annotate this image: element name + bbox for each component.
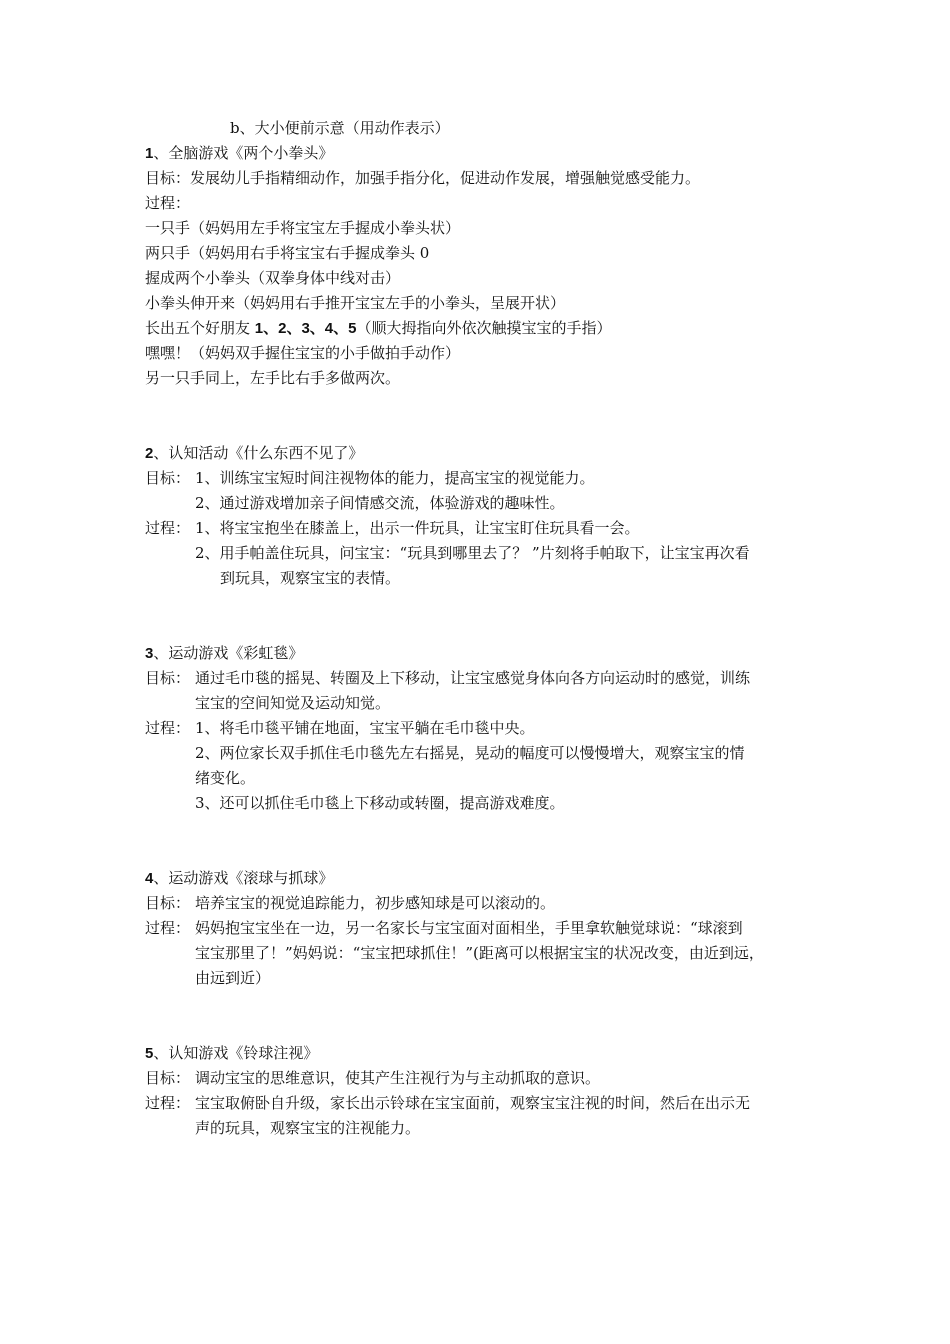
section-2-process-1 (145, 517, 640, 539)
section-1-heading (145, 142, 333, 165)
friends-suffix: （顺大拇指向外依次触摸宝宝的手指） (356, 319, 612, 337)
section-3-process-2-cont: 绪变化。 (195, 769, 256, 787)
section-1-step: 两只手（妈妈用右手将宝宝右手握成拳头 0 (145, 244, 430, 262)
process-label: 过程： (145, 719, 191, 737)
section-3-goal (145, 667, 750, 689)
process-text: 妈妈抱宝宝坐在一边，另一名家长与宝宝面对面相坐，手里拿软触觉球说：“球滚到 (195, 919, 743, 937)
section-1-step: 一只手（妈妈用左手将宝宝左手握成小拳头状） (145, 219, 461, 237)
section-5-process-cont: 声的玩具，观察宝宝的注视能力。 (195, 1119, 421, 1137)
section-5-heading (145, 1042, 318, 1065)
section-2-process-2: 2、用手帕盖住玩具，问宝宝：“玩具到哪里去了？ ”片刻将手帕取下，让宝宝再次看 (195, 544, 750, 562)
section-1-friends-line (145, 317, 612, 340)
goal-text: 通过毛巾毯的摇晃、转圈及上下移动，让宝宝感觉身体向各方向运动时的感觉，训练 (195, 669, 751, 687)
section-2-process-2-cont: 到玩具，观察宝宝的表情。 (220, 569, 401, 587)
section-2-number: 2 (145, 445, 154, 462)
goal-label: 目标： (145, 1069, 191, 1087)
section-4-process-cont: 宝宝那里了！”妈妈说：“宝宝把球抓住！”(距离可以根据宝宝的状况改变，由近到远， (195, 944, 764, 962)
goal-text: 调动宝宝的思维意识，使其产生注视行为与主动抓取的意识。 (195, 1069, 601, 1087)
section-3-title: 、运动游戏《彩虹毯》 (153, 644, 304, 662)
section-1-step: 小拳头伸开来（妈妈用右手推开宝宝左手的小拳头，呈展开状） (145, 294, 566, 312)
process-text: 1、将宝宝抱坐在膝盖上，出示一件玩具，让宝宝盯住玩具看一会。 (195, 519, 640, 537)
section-5-number: 5 (145, 1045, 154, 1062)
goal-label: 目标： (145, 894, 191, 912)
section-4-goal (145, 892, 555, 914)
section-2-title: 、认知活动《什么东西不见了》 (153, 444, 364, 462)
intro-item-b (230, 117, 450, 139)
goal-text: 1、训练宝宝短时间注视物体的能力，提高宝宝的视觉能力。 (195, 469, 595, 487)
goal-label: 目标： (145, 669, 191, 687)
process-label: 过程： (145, 519, 191, 537)
section-4-number: 4 (145, 870, 154, 887)
section-3-process-1 (145, 717, 535, 739)
section-4-process (145, 917, 743, 939)
friends-numbers: 1、2、3、4、5 (254, 320, 357, 337)
section-4-heading (145, 867, 333, 890)
section-2-goal-1 (145, 467, 595, 489)
goal-text: 培养宝宝的视觉追踪能力，初步感知球是可以滚动的。 (195, 894, 556, 912)
section-3-process-3: 3、还可以抓住毛巾毯上下移动或转圈，提高游戏难度。 (195, 794, 565, 812)
section-3-number: 3 (145, 645, 154, 662)
process-text: 宝宝取俯卧自升级，家长出示铃球在宝宝面前，观察宝宝注视的时间，然后在出示无 (195, 1094, 751, 1112)
section-1-hey-line: 嘿嘿！（妈妈双手握住宝宝的小手做拍手动作） (145, 344, 461, 362)
section-1-step: 握成两个小拳头（双拳身体中线对击） (145, 269, 401, 287)
section-1-number: 1 (145, 145, 154, 162)
process-label: 过程： (145, 919, 191, 937)
section-2-goal-2: 2、通过游戏增加亲子间情感交流，体验游戏的趣味性。 (195, 494, 565, 512)
section-4-process-cont: 由远到近） (195, 969, 271, 987)
section-1-title: 、全脑游戏《两个小拳头》 (153, 144, 334, 162)
section-1-other-hand: 另一只手同上，左手比右手多做两次。 (145, 369, 401, 387)
section-1-goal: 目标：发展幼儿手指精细动作，加强手指分化，促进动作发展，增强触觉感受能力。 (145, 169, 701, 187)
section-3-goal-cont: 宝宝的空间知觉及运动知觉。 (195, 694, 391, 712)
process-text: 1、将毛巾毯平铺在地面，宝宝平躺在毛巾毯中央。 (195, 719, 535, 737)
process-label: 过程： (145, 1094, 191, 1112)
intro-item-b-text: b、大小便前示意（用动作表示） (230, 119, 450, 137)
friends-prefix: 长出五个好朋友 (145, 319, 255, 337)
goal-label: 目标： (145, 469, 191, 487)
section-5-goal (145, 1067, 600, 1089)
section-5-process (145, 1092, 750, 1114)
section-1-process-label: 过程： (145, 194, 191, 212)
section-4-title: 、运动游戏《滚球与抓球》 (153, 869, 334, 887)
section-3-heading (145, 642, 303, 665)
section-2-heading (145, 442, 363, 465)
section-5-title: 、认知游戏《铃球注视》 (153, 1044, 319, 1062)
section-3-process-2: 2、两位家长双手抓住毛巾毯先左右摇晃，晃动的幅度可以慢慢增大，观察宝宝的情 (195, 744, 745, 762)
